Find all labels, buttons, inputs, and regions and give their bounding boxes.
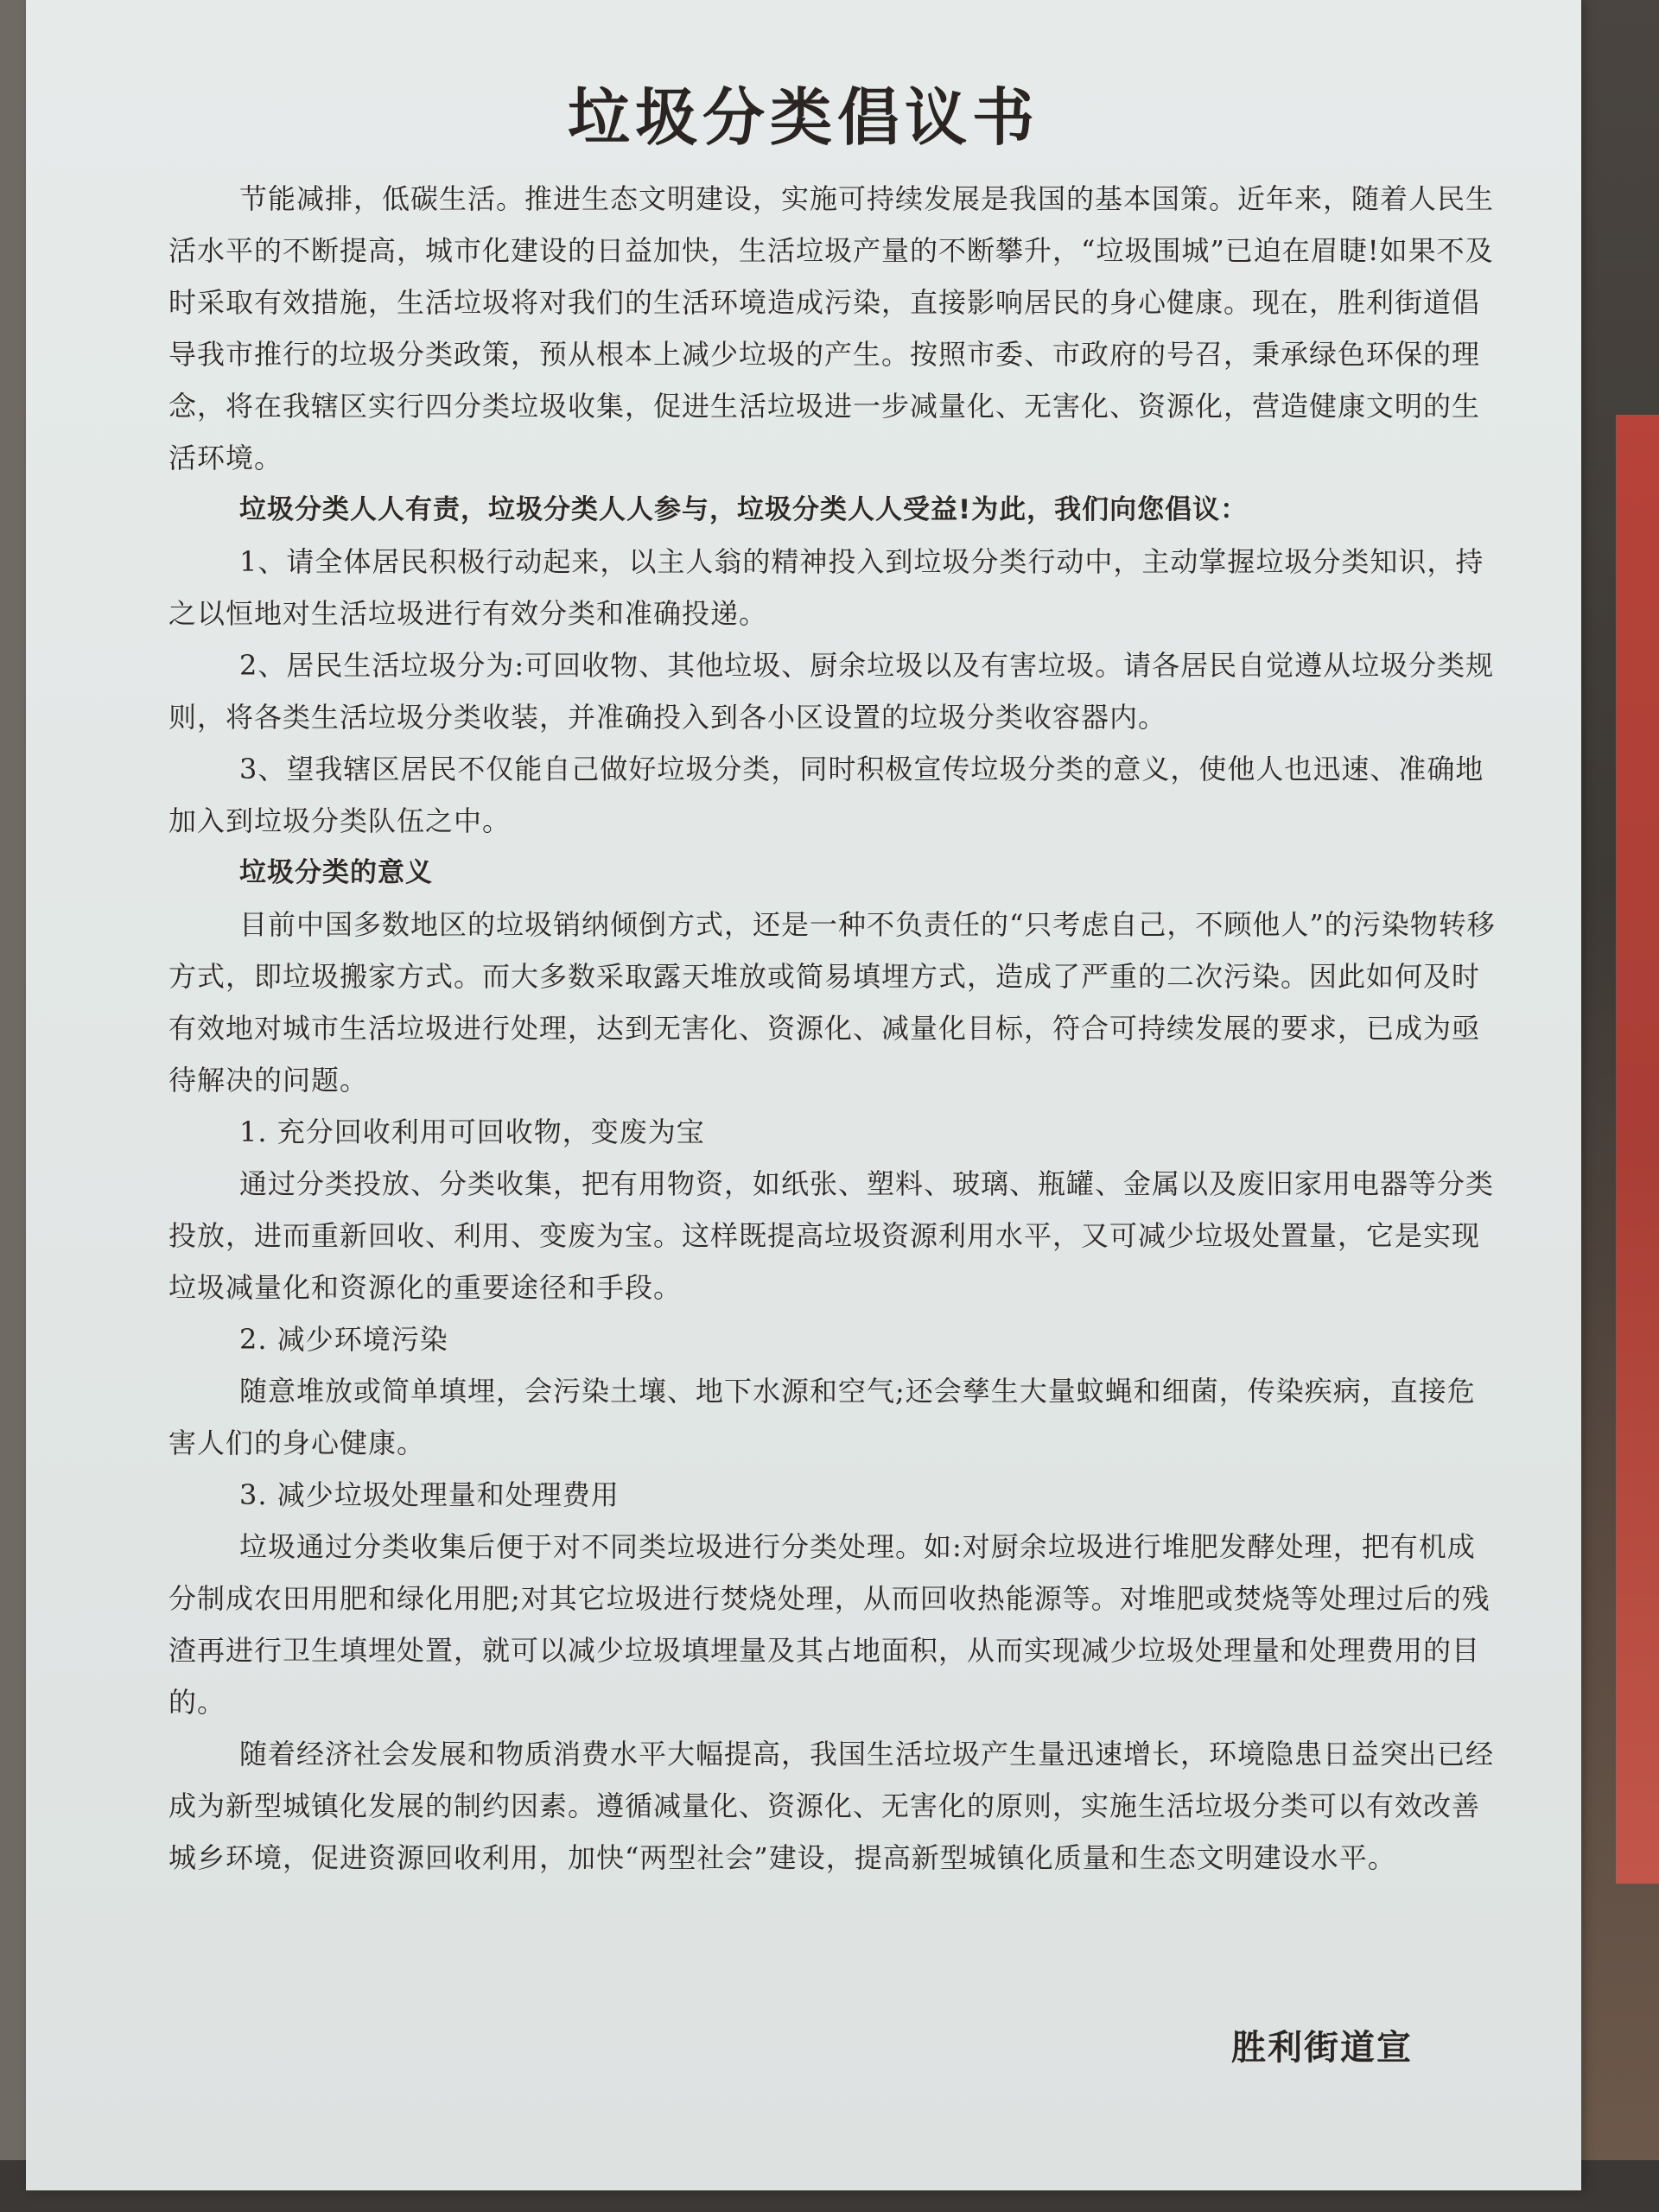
paragraph-significance: 目前中国多数地区的垃圾销纳倾倒方式，还是一种不负责任的“只考虑自己，不顾他人”的污染物转移方式，即垃圾搬家方式。而大多数采取露天堆放或简易填埋方式，造成了严重的二次污染。因此如何及时有效地对城市生活垃圾进行处理，达到无害化、资源化、减量化目标，符合可持续发展的要求，已成为亟待解决的问题。 — [168, 908, 1496, 1096]
background-red-cover — [1616, 415, 1659, 1884]
subheading-cost: 3. 减少垃圾处理量和处理费用 — [239, 1478, 620, 1511]
section-heading-significance: 垃圾分类的意义 — [239, 857, 433, 888]
paragraph-recycle: 通过分类投放、分类收集，把有用物资，如纸张、塑料、玻璃、瓶罐、金属以及废旧家用电器等分类投放，进而重新回收、利用、变废为宝。这样既提高垃圾资源利用水平，又可减少垃圾处置量，它是实现垃圾减量化和资源化的重要途径和手段。 — [168, 1167, 1495, 1304]
paragraph-call-to-action: 垃圾分类人人有责，垃圾分类人人参与，垃圾分类人人受益!为此，我们向您倡议： — [239, 494, 1249, 525]
paragraph-intro: 节能减排，低碳生活。推进生态文明建设，实施可持续发展是我国的基本国策。近年来，随着人民生活水平的不断提高，城市化建设的日益加快，生活垃圾产量的不断攀升，“垃圾围城”已迫在眉睫!如果不及时采取有效措施，生活垃圾将对我们的生活环境造成污染，直接影响居民的身心健康。现在，胜利街道倡导我市推行的垃圾分类政策，预从根本上减少垃圾的产生。按照市委、市政府的号召，秉承绿色环保的理念，将在我辖区实行四分类垃圾收集，促进生活垃圾进一步减量化、无害化、资源化，营造健康文明的生活环境。 — [168, 182, 1495, 474]
paragraph-conclusion: 随着经济社会发展和物质消费水平大幅提高，我国生活垃圾产生量迅速增长，环境隐患日益突出已经成为新型城镇化发展的制约因素。遵循减量化、资源化、无害化的原则，实施生活垃圾分类可以有效改善城乡环境，促进资源回收利用，加快“两型社会”建设，提高新型城镇化质量和生态文明建设水平。 — [168, 1738, 1495, 1874]
document-title: 垃圾分类倡议书 — [567, 81, 1039, 154]
paragraph-pollution: 随意堆放或简单填埋，会污染土壤、地下水源和空气;还会孳生大量蚊蝇和细菌，传染疾病，直接危害人们的身心健康。 — [168, 1375, 1476, 1459]
subheading-recycle: 1. 充分回收利用可回收物，变废为宝 — [239, 1116, 705, 1148]
subheading-pollution: 2. 减少环境污染 — [239, 1323, 448, 1356]
paragraph-proposal-1: 1、请全体居民积极行动起来，以主人翁的精神投入到垃圾分类行动中，主动掌握垃圾分类知识，持之以恒地对生活垃圾进行有效分类和准确投递。 — [168, 545, 1484, 630]
paragraph-proposal-2: 2、居民生活垃圾分为:可回收物、其他垃圾、厨余垃圾以及有害垃圾。请各居民自觉遵从垃圾分类规则，将各类生活垃圾分类收装，并准确投入到各小区设置的垃圾分类收容器内。 — [168, 649, 1495, 734]
paper-sheet — [26, 0, 1581, 2190]
signature: 胜利街道宣 — [1231, 2028, 1413, 2068]
paragraph-cost: 垃圾通过分类收集后便于对不同类垃圾进行分类处理。如:对厨余垃圾进行堆肥发酵处理，把有机成分制成农田用肥和绿化用肥;对其它垃圾进行焚烧处理，从而回收热能源等。对堆肥或焚烧等处理过后的残渣再进行卫生填埋处置，就可以减少垃圾填埋量及其占地面积，从而实现减少垃圾处理量和处理费用的目的。 — [168, 1530, 1491, 1719]
document-body — [168, 173, 1499, 1884]
paragraph-proposal-3: 3、望我辖区居民不仅能自己做好垃圾分类，同时积极宣传垃圾分类的意义，使他人也迅速、准确地加入到垃圾分类队伍之中。 — [168, 753, 1484, 837]
